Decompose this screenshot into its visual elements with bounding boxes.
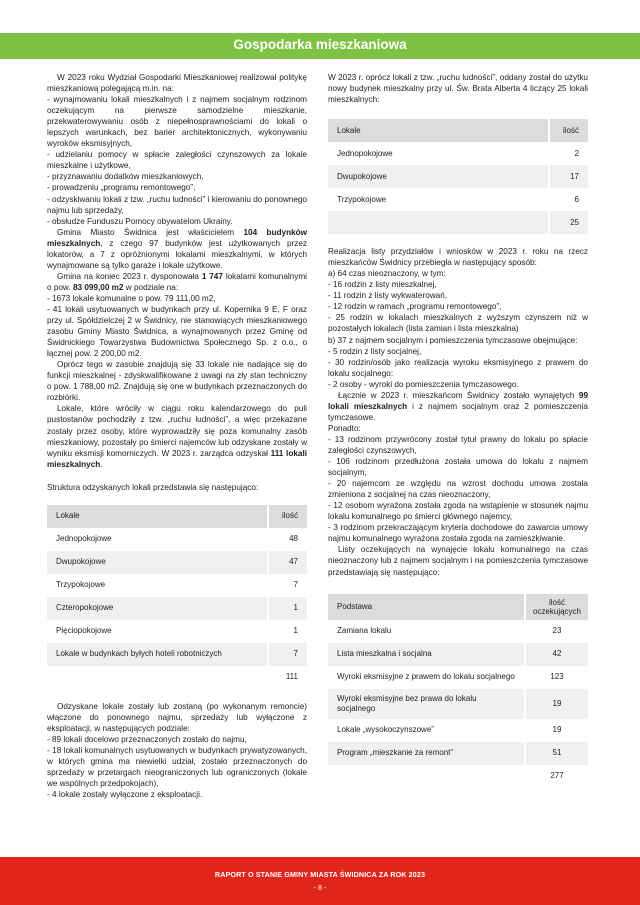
allocation-paragraph: Realizacja listy przydziałów i wniosków w 2023 r. roku na rzecz mieszkańców Świdnicy przebiegła w następujący sposób: [328,247,588,268]
recovered-paragraph: Lokale, które wróciły w ciągu roku kalendarzowego do puli pustostanów pochodziły z tzw. „ruchu ludności”, a więc przekazane zostały przez osoby, które wyprowadziły się poza komunalny zasób mieszkaniowy, pozostały po śmierci najemców lub odzyskane zostały w wyniku eksmisji komorniczych. W 2023 r. zarządca odzyskał 111 lokali mieszkalnych. [47,404,307,469]
list-item: - 12 rodzin w ramach „programu remontowego”, [328,302,502,312]
list-item: - 5 rodzin z listy socjalnej, [328,346,422,356]
disposition-paragraph: Odzyskane lokale zostały lub zostaną (po wykonanym remoncie) włączone do ponownego najmu, sprzedaży lub wyłączone z eksploatacji, w następujących podziale: [47,701,307,733]
table-total-row: 277 [328,765,588,788]
list-item: - 25 rodzin w lokalach mieszkalnych z wyższym czynszem niż w pozostałych lokalach (lista zamian i lista mieszkalna) [328,313,588,334]
right-column [328,72,588,788]
table-row: Dwupokojowe 17 [328,165,588,188]
list-item: - 4 lokale zostały wyłączone z eksploatacji. [47,790,203,800]
list-item: - 18 lokali komunalnych usytuowanych w budynkach prywatyzowanych, w których gmina ma niewielki udział, zostało przeznaczonych do sprzedaży w przetargach nieograniczonych lub ograniczonych (lokale we wspólnych przedpokojach), [47,745,307,789]
table-header-cell: Lokale [47,505,267,528]
new-building-paragraph: W 2023 r. oprócz lokali z tzw. „ruchu ludności”, oddany został do użytku nowy budynek mieszkalny przy ul. Św. Brata Alberta 4 liczący 25 lokali mieszkalnych: [328,73,588,105]
list-item: - 41 lokali usytuowanych w budynkach przy ul. Kopernika 9 E, F oraz przy ul. Spółdzielczej 2 w Świdnicy, nie stanowiących mieszkaniowego zasobu Gminy Miasto Świdnica, a wynajmowanych przez Gminę od Świdnickiego Towarzystwa Budownictwa Społecznego Sp. z o.o., o łącznej pow. 2 200,00 m2. [47,304,307,359]
table-row: Pięciopokojowe 1 [47,620,307,643]
list-item: - 16 rodzin z listy mieszkalnej, [328,280,437,290]
table-header-cell: ilość [550,119,588,142]
table-header-cell: Lokale [328,119,548,142]
table-row: Wyroki eksmisyjne bez prawa do lokalu socjalnego 19 [328,689,588,719]
table-header-row [47,505,307,528]
structure-caption: Struktura odzyskanych lokali przedstawia się następująco: [47,482,259,492]
table-header-row [328,119,588,142]
list-item: - obsłudze Funduszu Pomocy obywatelom Ukrainy. [47,216,233,226]
list-item: - 12 osobom wyrażona została zgoda na wstąpienie w stosunek najmu lokalu komunalnego po śmierci głównego najemcy, [328,501,588,522]
left-column [47,72,307,800]
list-item: - odzyskiwaniu lokali z tzw. „ruchu ludności” i kierowaniu do ponownego najmu lub sprzedaży, [47,194,307,215]
list-item: - 11 rodzin z listy wykwaterowań, [328,291,448,301]
waiting-lists-table [328,594,588,788]
list-item: - przyznawaniu dodatków mieszkaniowych, [47,172,204,182]
list-item: - 1673 lokale komunalne o pow. 79 111,00 m2, [47,293,216,303]
page-title: Gospodarka mieszkaniowa [233,37,407,52]
table-header-cell: Podstawa [328,594,524,620]
table-row: Zamiana lokalu 23 [328,620,588,643]
table-total-row: 111 [47,666,307,689]
footer-band [0,857,640,905]
moreover-label: Ponadto: [328,423,361,433]
list-item: - prowadzeniu „programu remontowego”, [47,183,196,193]
table-row: Jednopokojowe 2 [328,142,588,165]
table-row: Lokale „wysokoczynszowe” 19 [328,719,588,742]
list-item: a) 64 czas nieoznaczony, w tym: [328,269,446,279]
page-number: - 8 - [313,883,327,892]
list-item: - 20 najemcom ze względu na wzrost dochodu umowa została zmieniona z socjalnej na czas nieoznaczony, [328,479,588,500]
list-item: - 30 rodzin/osób jako realizacja wyroku eksmisyjnego z prawem do lokalu socjalnego: [328,357,588,378]
waiting-lists-paragraph: Listy oczekujących na wynajęcie lokalu komunalnego na czas nieoznaczony lub z najmem socjalnym i na pomieszczenia tymczasowe przedstawiają się następująco: [328,545,588,577]
list-item: b) 37 z najmem socjalnym i pomieszczenia tymczasowe obejmujące: [328,335,578,345]
disqualified-paragraph: Oprócz tego w zasobie znajdują się 33 lokale nie nadające się do funkcji mieszkalnej - zdyskwalifikowane z uwagi na zły stan techniczny o pow. 1 788,00 m2. Znajdują się one w budynkach przeznaczonych do rozbiórki. [47,360,307,403]
table-row: Dwupokojowe 47 [47,551,307,574]
table-row: Trzypokojowe 6 [328,188,588,211]
table-row: Lokale w budynkach byłych hoteli robotniczych 7 [47,643,307,666]
buildings-paragraph: Gmina Miasto Świdnica jest właścicielem 104 budynków mieszkalnych, z czego 97 budynków jest użytkowanych przez lokatorów, a 7 z opróżnionymi lokalami mieszkalnymi, w których wynajmowane są tylko garaże i lokale użytkowe. [47,227,308,270]
table-row: Wyroki eksmisyjne z prawem do lokalu socjalnego 123 [328,666,588,689]
table-row: Czteropokojowe 1 [47,597,307,620]
list-item: - 89 lokali docelowo przeznaczonych zostało do najmu, [47,734,247,744]
table-row: Trzypokojowe 7 [47,574,307,597]
table-row: Jednopokojowe 48 [47,528,307,551]
list-item: - 13 rodzinom przywrócony został tytuł prawny do lokalu po spłacie zaległości czynszowych, [328,434,588,455]
recovered-units-table [47,505,307,689]
list-item: - wynajmowaniu lokali mieszkalnych i z najmem socjalnym rodzinom oczekującym na pierwsze samodzielne mieszkanie, przekwaterowywaniu osób z niepełnosprawnościami do lokali o lepszych warunkach, bez barier architektonicznych, wykonywaniu wyroków eksmisyjnych, [47,95,307,149]
premises-paragraph: Gmina na koniec 2023 r. dysponowała 1 747 lokalami komunalnymi o pow. 83 099,00 m2 w podziale na: [47,271,307,292]
total-rented-paragraph: Łącznie w 2023 r. mieszkańcom Świdnicy zostało wynajętych 99 lokali mieszkalnych i z najmem socjalnym oraz 2 pomieszczenia tymczasowe. [328,390,588,422]
intro-paragraph: W 2023 roku Wydział Gospodarki Mieszkaniowej realizował politykę mieszkaniową polegającą m.in. na: [47,73,307,94]
list-item: - 106 rodzinom przedłużona została umowa do lokalu z najmem socjalnym, [328,457,588,478]
new-building-table [328,119,588,234]
list-item: - udzielaniu pomocy w spłacie zaległości czynszowych za lokale mieszkalne i użytkowe, [47,150,307,171]
table-total-row: 25 [328,211,588,234]
footer-title: RAPORT O STANIE GMINY MIASTA ŚWIDNICA ZA ROK 2023 [214,870,426,879]
table-header-cell: ilość [269,505,307,528]
list-item: - 3 rodzinom przekraczającym kryteria dochodowe do zawarcia umowy najmu komunalnego wyrażona została zgoda na zamieszkiwanie. [328,523,588,544]
list-item: - 2 osoby - wyroki do pomieszczenia tymczasowego. [328,379,519,389]
table-header-row [328,594,588,620]
table-header-cell: ilość oczekujących [526,594,588,620]
table-row: Lista mieszkalna i socjalna 42 [328,643,588,666]
table-row: Program „mieszkanie za remont” 51 [328,742,588,765]
